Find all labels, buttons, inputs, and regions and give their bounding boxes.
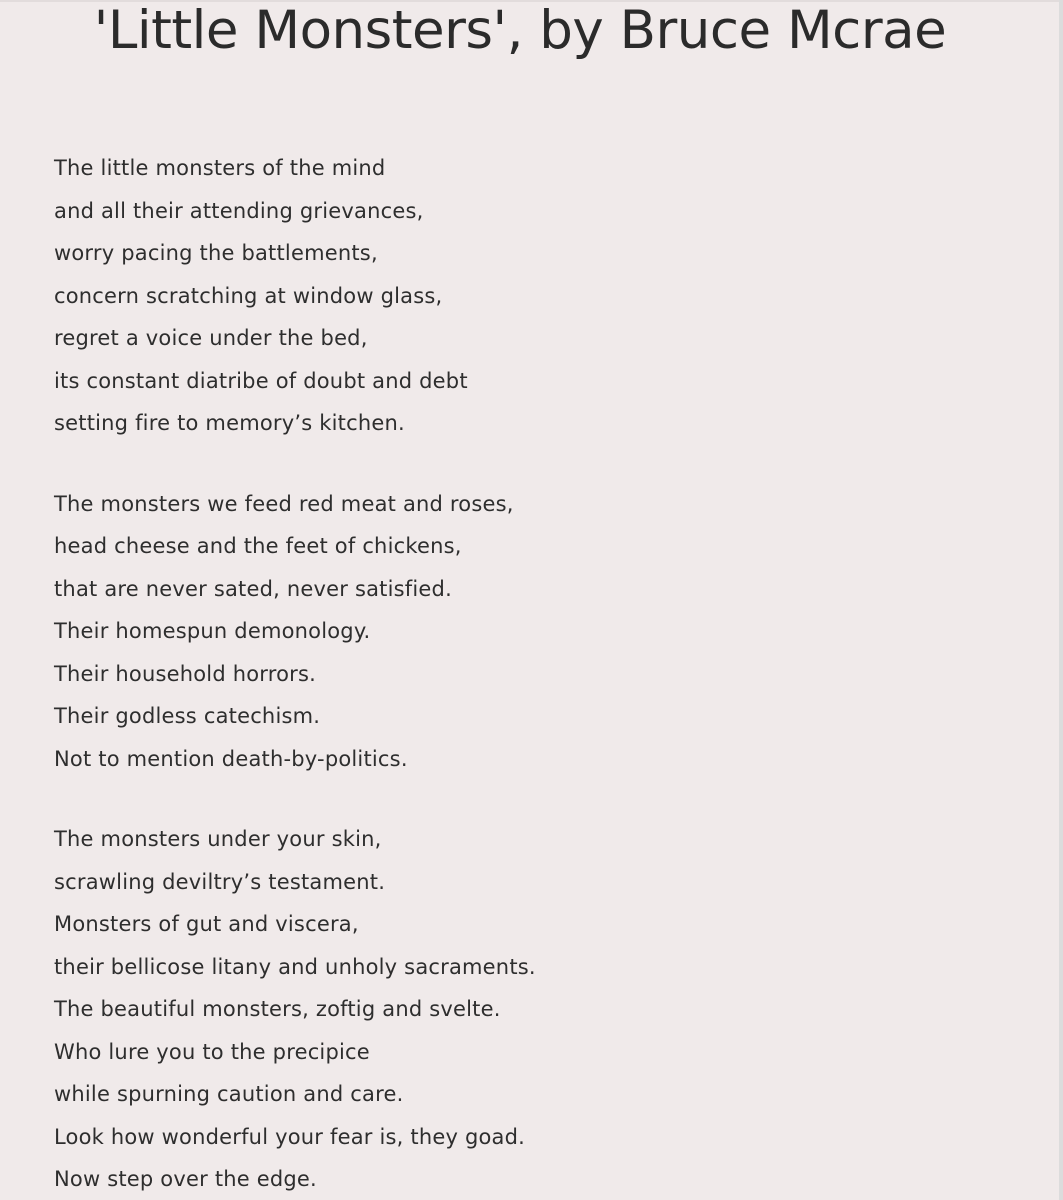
poem-line: The beautiful monsters, zoftig and svelte. <box>54 997 501 1021</box>
poem-title: 'Little Monsters', by Bruce Mcrae <box>93 0 947 61</box>
poem-line: that are never sated, never satisfied. <box>54 576 452 601</box>
poem-line: Now step over the edge. <box>54 1167 317 1191</box>
poem-line: concern scratching at window glass, <box>54 283 443 308</box>
poem-line: Their godless catechism. <box>54 704 321 728</box>
poem-line: worry pacing the battlements, <box>54 241 378 265</box>
poem-line: The monsters we feed red meat and roses, <box>54 491 514 516</box>
poem-line: while spurning caution and care. <box>54 1082 404 1106</box>
poem-line: Not to mention death-by-politics. <box>54 746 408 771</box>
poem-line: regret a voice under the bed, <box>54 326 368 350</box>
poem-line: Look how wonderful your fear is, they goad. <box>54 1124 526 1149</box>
poem-line: Who lure you to the precipice <box>54 1039 370 1064</box>
poem-line: Monsters of gut and viscera, <box>54 912 359 936</box>
stanza-2 <box>54 483 754 781</box>
poem-line: their bellicose litany and unholy sacraments. <box>54 954 536 979</box>
poem-body <box>54 147 754 1200</box>
poem-line: Their household horrors. <box>54 661 317 686</box>
stanza-1 <box>54 147 754 445</box>
poem-line: head cheese and the feet of chickens, <box>54 534 462 558</box>
poem-line: The little monsters of the mind <box>54 156 386 180</box>
poem-line: its constant diatribe of doubt and debt <box>54 368 468 393</box>
poem-line: Their homespun demonology. <box>54 619 371 643</box>
scrollbar-track[interactable] <box>1059 0 1063 1200</box>
poem-line: scrawling deviltry’s testament. <box>54 869 386 894</box>
poem-line: setting fire to memory’s kitchen. <box>54 411 405 435</box>
poem-line: and all their attending grievances, <box>54 198 424 223</box>
poem-line: The monsters under your skin, <box>54 827 382 851</box>
stanza-3 <box>54 818 754 1200</box>
